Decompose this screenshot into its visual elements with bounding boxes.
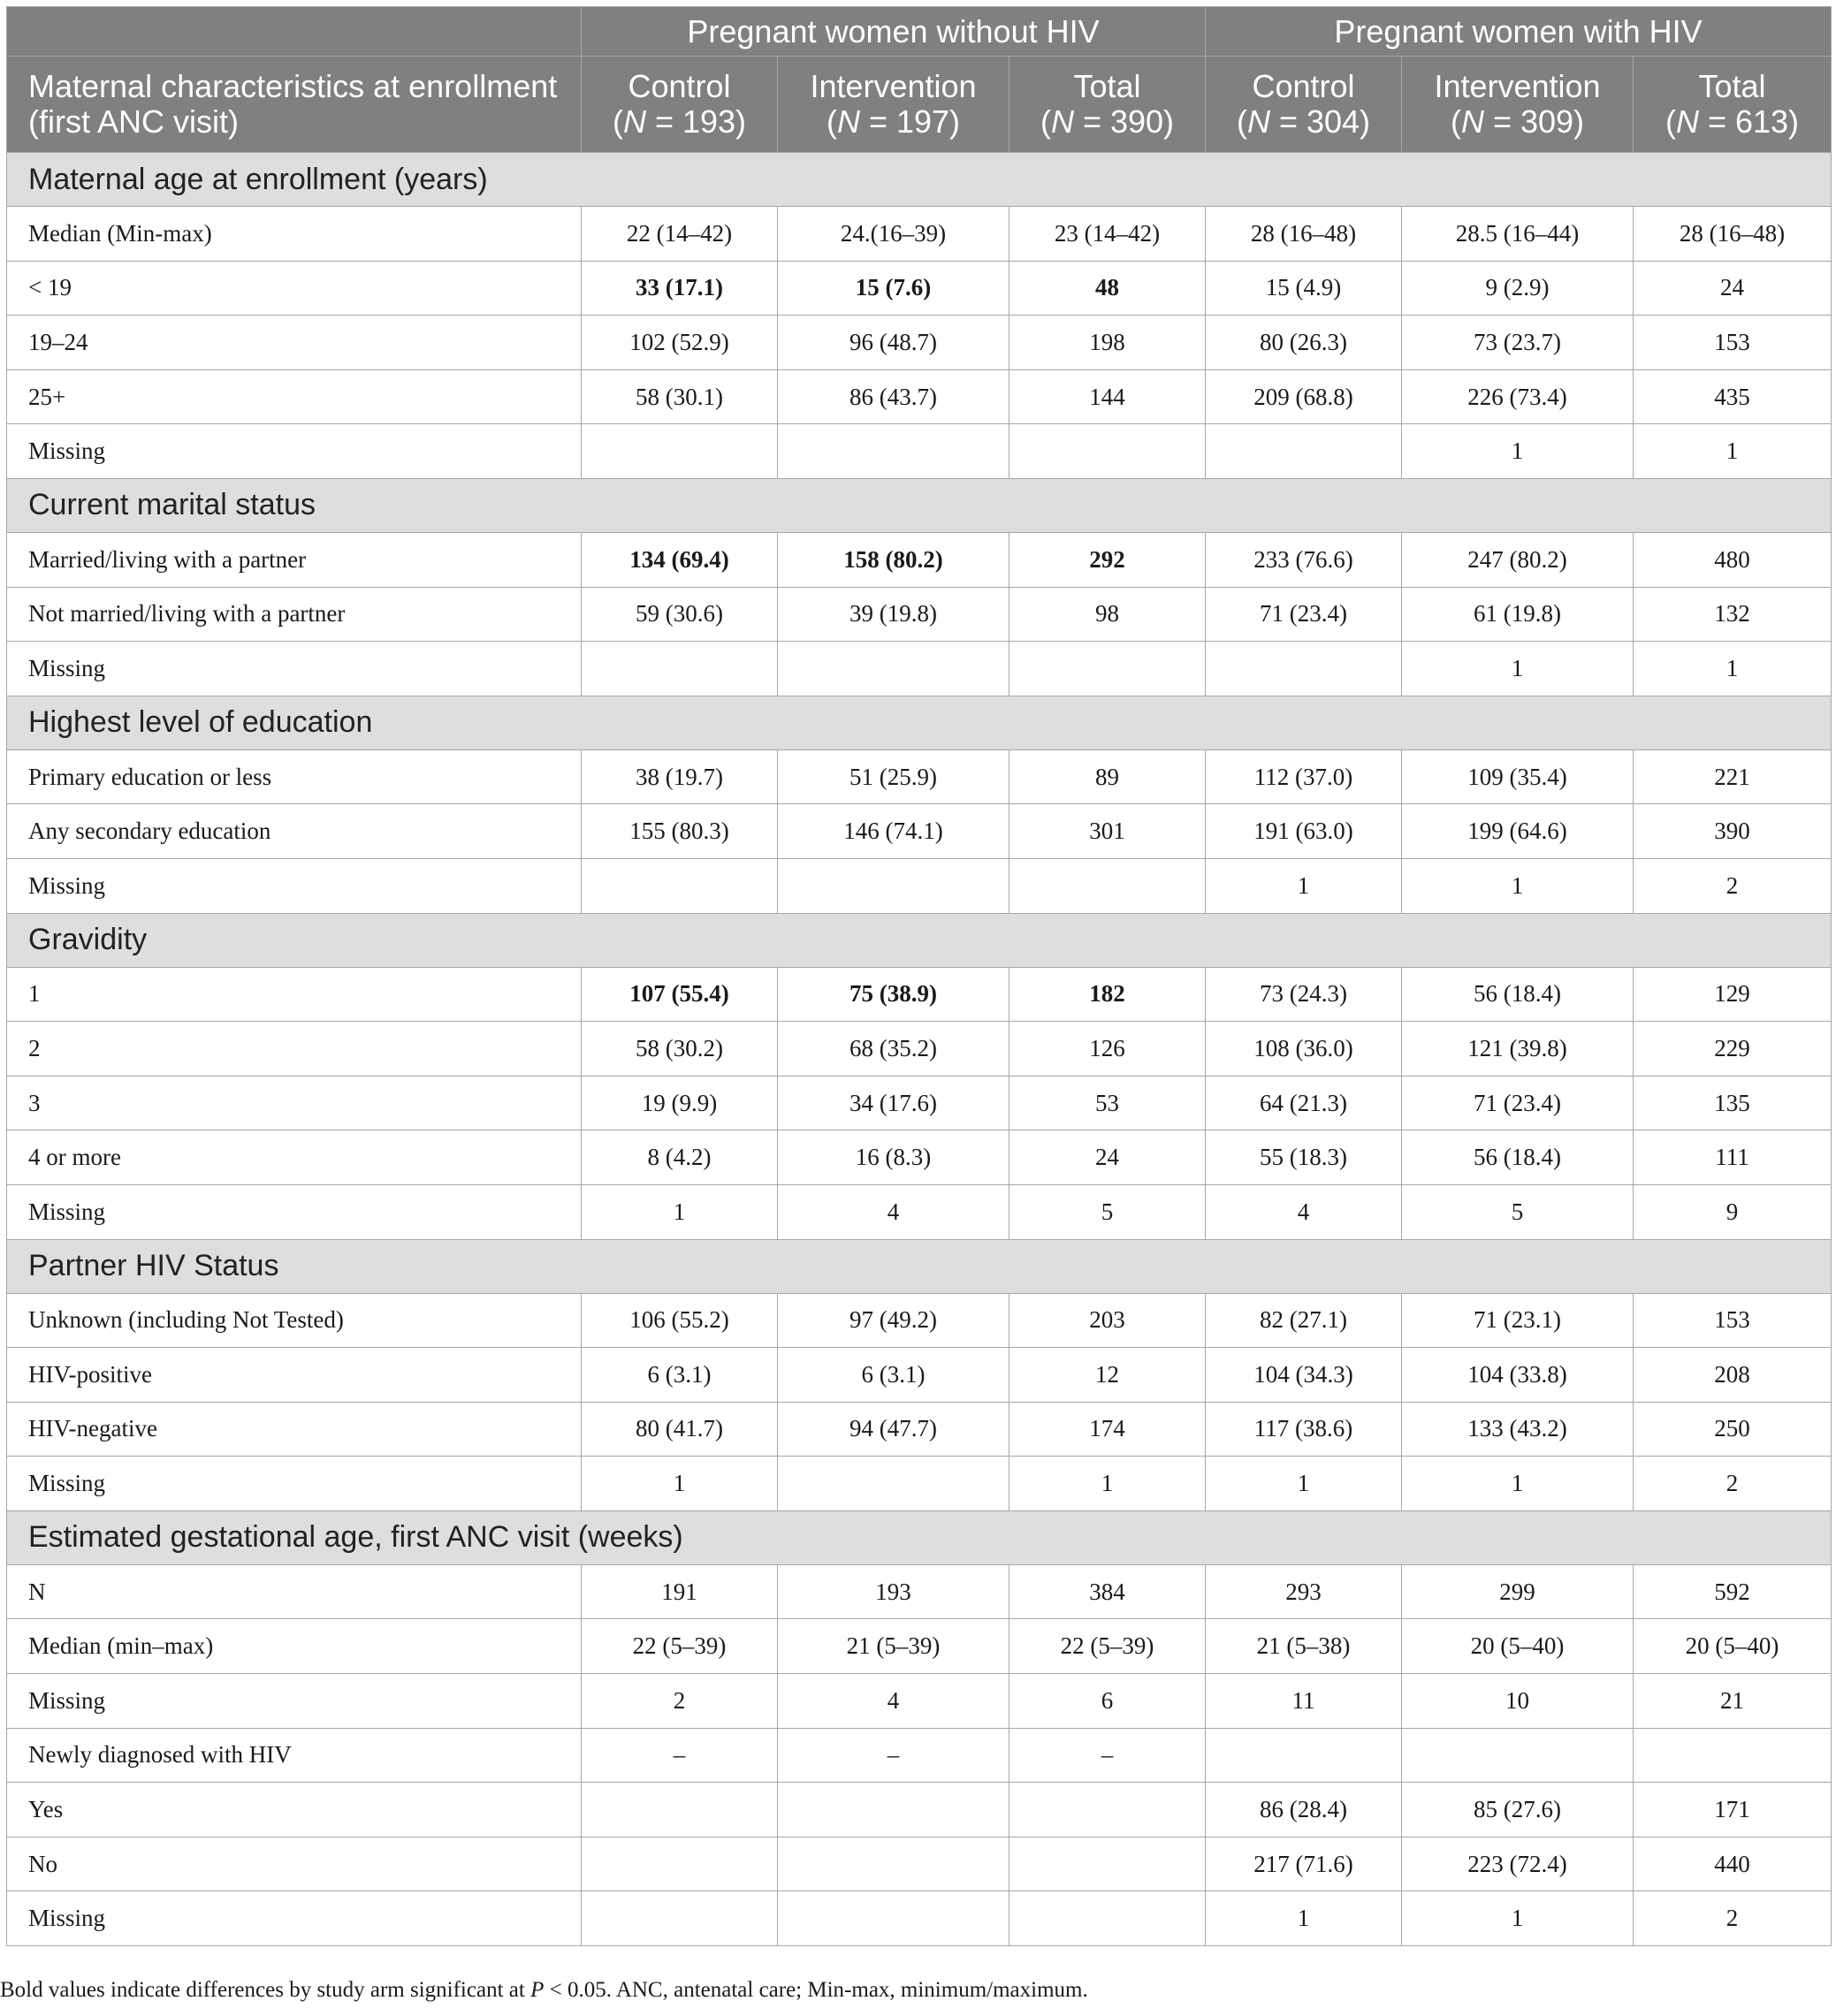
table-cell: 24	[1009, 1130, 1206, 1185]
table-cell: 97 (49.2)	[778, 1293, 1009, 1348]
table-cell: 9 (2.9)	[1402, 261, 1634, 316]
section-title: Current marital status	[7, 478, 1832, 532]
table-cell: 135	[1634, 1076, 1832, 1130]
table-cell: 71 (23.4)	[1402, 1076, 1634, 1130]
table-cell	[1009, 1891, 1206, 1946]
table-cell: 33 (17.1)	[582, 261, 778, 316]
table-cell: 59 (30.6)	[582, 587, 778, 642]
table-cell: 4	[1206, 1184, 1402, 1239]
table-cell: 217 (71.6)	[1206, 1837, 1402, 1891]
table-cell: 1	[1634, 642, 1832, 696]
table-cell: 55 (18.3)	[1206, 1130, 1402, 1185]
table-cell: 247 (80.2)	[1402, 532, 1634, 587]
section-title: Gravidity	[7, 913, 1832, 967]
section-title: Highest level of education	[7, 696, 1832, 749]
table-cell	[778, 1891, 1009, 1946]
table-cell: 233 (76.6)	[1206, 532, 1402, 587]
table-cell: 1	[1206, 1891, 1402, 1946]
table-cell: –	[778, 1728, 1009, 1783]
table-cell: 1	[582, 1184, 778, 1239]
table-cell: 28 (16–48)	[1206, 207, 1402, 262]
table-row	[7, 1402, 1832, 1457]
table-cell: 132	[1634, 587, 1832, 642]
table-cell: 153	[1634, 1293, 1832, 1348]
table-cell	[582, 858, 778, 913]
table-cell	[778, 1783, 1009, 1837]
table-cell: 8 (4.2)	[582, 1130, 778, 1185]
table-cell: 48	[1009, 261, 1206, 316]
table-row	[7, 316, 1832, 370]
row-label: 25+	[7, 369, 582, 424]
table-cell: 82 (27.1)	[1206, 1293, 1402, 1348]
row-label: Missing	[7, 1184, 582, 1239]
table-cell: 58 (30.2)	[582, 1022, 778, 1076]
table-cell: 15 (4.9)	[1206, 261, 1402, 316]
table-cell	[1009, 858, 1206, 913]
table-cell: 104 (34.3)	[1206, 1348, 1402, 1403]
row-label: Missing	[7, 1891, 582, 1946]
section-title: Estimated gestational age, first ANC visit (weeks)	[7, 1510, 1832, 1564]
row-label: 4 or more	[7, 1130, 582, 1185]
column-header-row	[7, 57, 1832, 153]
table-cell: 71 (23.4)	[1206, 587, 1402, 642]
table-cell: 203	[1009, 1293, 1206, 1348]
group-header-with-hiv: Pregnant women with HIV	[1206, 7, 1832, 57]
table-cell: 2	[1634, 1457, 1832, 1511]
column-header: Intervention (N = 309)	[1402, 57, 1634, 153]
table-cell	[582, 1783, 778, 1837]
table-row	[7, 1837, 1832, 1891]
table-row	[7, 1184, 1832, 1239]
table-cell: 109 (35.4)	[1402, 749, 1634, 804]
table-cell: 293	[1206, 1564, 1402, 1619]
table-cell: 21	[1634, 1674, 1832, 1729]
table-cell	[582, 642, 778, 696]
table-cell: 221	[1634, 749, 1832, 804]
table-cell: 75 (38.9)	[778, 967, 1009, 1022]
table-cell: 126	[1009, 1022, 1206, 1076]
table-cell: 106 (55.2)	[582, 1293, 778, 1348]
table-cell	[778, 642, 1009, 696]
row-label: HIV-positive	[7, 1348, 582, 1403]
section-header-row	[7, 696, 1832, 749]
row-label: N	[7, 1564, 582, 1619]
table-cell: 39 (19.8)	[778, 587, 1009, 642]
table-cell: 85 (27.6)	[1402, 1783, 1634, 1837]
table-cell: –	[1009, 1728, 1206, 1783]
table-cell: 22 (5–39)	[1009, 1619, 1206, 1674]
table-cell: 174	[1009, 1402, 1206, 1457]
row-label: Married/living with a partner	[7, 532, 582, 587]
table-cell: 209 (68.8)	[1206, 369, 1402, 424]
table-cell: 6 (3.1)	[778, 1348, 1009, 1403]
section-title: Maternal age at enrollment (years)	[7, 153, 1832, 207]
row-label: Primary education or less	[7, 749, 582, 804]
table-cell: 94 (47.7)	[778, 1402, 1009, 1457]
table-cell: 6 (3.1)	[582, 1348, 778, 1403]
section-header-row	[7, 1510, 1832, 1564]
table-cell: 2	[1634, 1891, 1832, 1946]
table-cell: 5	[1009, 1184, 1206, 1239]
table-cell	[1206, 642, 1402, 696]
table-cell	[778, 1837, 1009, 1891]
table-cell: 56 (18.4)	[1402, 967, 1634, 1022]
table-cell: 68 (35.2)	[778, 1022, 1009, 1076]
table-cell: 1	[1009, 1457, 1206, 1511]
characteristics-table	[6, 6, 1832, 1946]
table-cell: 171	[1634, 1783, 1832, 1837]
row-label: 3	[7, 1076, 582, 1130]
table-cell: 21 (5–39)	[778, 1619, 1009, 1674]
table-cell: 10	[1402, 1674, 1634, 1729]
table-cell: 104 (33.8)	[1402, 1348, 1634, 1403]
table-cell: 22 (14–42)	[582, 207, 778, 262]
table-cell: 134 (69.4)	[582, 532, 778, 587]
table-row	[7, 1022, 1832, 1076]
table-row	[7, 1130, 1832, 1185]
table-cell: 435	[1634, 369, 1832, 424]
table-cell: 1	[1206, 1457, 1402, 1511]
table-cell	[1009, 1783, 1206, 1837]
table-cell: 6	[1009, 1674, 1206, 1729]
table-cell: 144	[1009, 369, 1206, 424]
row-label: Missing	[7, 642, 582, 696]
table-cell: 80 (26.3)	[1206, 316, 1402, 370]
table-row	[7, 1564, 1832, 1619]
table-cell: 592	[1634, 1564, 1832, 1619]
row-label: Median (Min-max)	[7, 207, 582, 262]
table-cell: 1	[1402, 424, 1634, 479]
table-cell: 250	[1634, 1402, 1832, 1457]
table-cell: 390	[1634, 804, 1832, 859]
table-cell	[1206, 424, 1402, 479]
table-cell	[582, 1837, 778, 1891]
table-footnote	[0, 1978, 1088, 2003]
table-cell: 24	[1634, 261, 1832, 316]
table-cell: 61 (19.8)	[1402, 587, 1634, 642]
row-label: Median (min–max)	[7, 1619, 582, 1674]
table-cell: 199 (64.6)	[1402, 804, 1634, 859]
table-row	[7, 1674, 1832, 1729]
table-cell: 107 (55.4)	[582, 967, 778, 1022]
table-row	[7, 749, 1832, 804]
row-label: Unknown (including Not Tested)	[7, 1293, 582, 1348]
row-label: 19–24	[7, 316, 582, 370]
table-cell: 19 (9.9)	[582, 1076, 778, 1130]
table-cell: 198	[1009, 316, 1206, 370]
table-cell: 133 (43.2)	[1402, 1402, 1634, 1457]
row-label: Yes	[7, 1783, 582, 1837]
row-label: 1	[7, 967, 582, 1022]
group-header-row	[7, 7, 1832, 57]
table-cell	[582, 424, 778, 479]
table-cell: 86 (43.7)	[778, 369, 1009, 424]
table-cell: 71 (23.1)	[1402, 1293, 1634, 1348]
table-cell: 299	[1402, 1564, 1634, 1619]
table-row	[7, 1457, 1832, 1511]
column-header: Total (N = 390)	[1009, 57, 1206, 153]
table-row	[7, 587, 1832, 642]
row-label: Missing	[7, 1457, 582, 1511]
table-row	[7, 424, 1832, 479]
table-cell: 208	[1634, 1348, 1832, 1403]
table-cell: 56 (18.4)	[1402, 1130, 1634, 1185]
table-cell	[582, 1891, 778, 1946]
table-row	[7, 532, 1832, 587]
table-cell: 191	[582, 1564, 778, 1619]
table-row	[7, 1619, 1832, 1674]
column-header: Intervention (N = 197)	[778, 57, 1009, 153]
table-row	[7, 1293, 1832, 1348]
table-cell: 98	[1009, 587, 1206, 642]
table-cell	[1009, 642, 1206, 696]
table-cell	[1009, 424, 1206, 479]
table-cell: 64 (21.3)	[1206, 1076, 1402, 1130]
table-cell: 1	[582, 1457, 778, 1511]
table-cell: 1	[1402, 1891, 1634, 1946]
section-title: Partner HIV Status	[7, 1239, 1832, 1293]
table-cell	[1009, 1837, 1206, 1891]
table-cell: 73 (23.7)	[1402, 316, 1634, 370]
section-header-row	[7, 1239, 1832, 1293]
table-cell: 384	[1009, 1564, 1206, 1619]
table-row	[7, 261, 1832, 316]
column-header: Control (N = 304)	[1206, 57, 1402, 153]
footnote-prefix: Bold values indicate differences by study arm significant at	[0, 1978, 531, 2002]
table-container	[6, 6, 1831, 1946]
table-cell: 223 (72.4)	[1402, 1837, 1634, 1891]
table-cell: 1	[1634, 424, 1832, 479]
row-label: Any secondary education	[7, 804, 582, 859]
row-label: No	[7, 1837, 582, 1891]
table-cell: 16 (8.3)	[778, 1130, 1009, 1185]
table-cell: 301	[1009, 804, 1206, 859]
table-cell: 2	[582, 1674, 778, 1729]
table-cell: 191 (63.0)	[1206, 804, 1402, 859]
table-cell: 129	[1634, 967, 1832, 1022]
table-cell	[778, 1457, 1009, 1511]
table-cell: 28.5 (16–44)	[1402, 207, 1634, 262]
table-row	[7, 1783, 1832, 1837]
table-row	[7, 804, 1832, 859]
table-cell: 53	[1009, 1076, 1206, 1130]
header-blank-cell	[7, 7, 582, 57]
table-cell: 4	[778, 1184, 1009, 1239]
table-cell: 193	[778, 1564, 1009, 1619]
table-cell: 229	[1634, 1022, 1832, 1076]
footnote-p-symbol: P	[530, 1978, 545, 2002]
table-cell: 89	[1009, 749, 1206, 804]
table-row	[7, 1348, 1832, 1403]
table-row	[7, 967, 1832, 1022]
table-cell: 153	[1634, 316, 1832, 370]
table-cell: 158 (80.2)	[778, 532, 1009, 587]
table-cell: 182	[1009, 967, 1206, 1022]
table-cell: 102 (52.9)	[582, 316, 778, 370]
column-header: Total (N = 613)	[1634, 57, 1832, 153]
table-cell: 73 (24.3)	[1206, 967, 1402, 1022]
row-label: Not married/living with a partner	[7, 587, 582, 642]
table-cell: 28 (16–48)	[1634, 207, 1832, 262]
table-row	[7, 369, 1832, 424]
table-cell: 24.(16–39)	[778, 207, 1009, 262]
table-cell: 4	[778, 1674, 1009, 1729]
table-cell: 21 (5–38)	[1206, 1619, 1402, 1674]
table-cell: 80 (41.7)	[582, 1402, 778, 1457]
row-label: Newly diagnosed with HIV	[7, 1728, 582, 1783]
row-label: Missing	[7, 1674, 582, 1729]
table-cell: 86 (28.4)	[1206, 1783, 1402, 1837]
section-header-row	[7, 478, 1832, 532]
table-row	[7, 1891, 1832, 1946]
footnote-suffix: < 0.05. ANC, antenatal care; Min-max, minimum/maximum.	[544, 1978, 1088, 2002]
table-row	[7, 1076, 1832, 1130]
table-cell: 58 (30.1)	[582, 369, 778, 424]
table-row	[7, 858, 1832, 913]
table-cell: 292	[1009, 532, 1206, 587]
table-cell: 15 (7.6)	[778, 261, 1009, 316]
table-cell: 11	[1206, 1674, 1402, 1729]
table-cell: 226 (73.4)	[1402, 369, 1634, 424]
table-cell: 480	[1634, 532, 1832, 587]
table-cell: 112 (37.0)	[1206, 749, 1402, 804]
table-cell: 117 (38.6)	[1206, 1402, 1402, 1457]
table-row	[7, 1728, 1832, 1783]
table-cell: 20 (5–40)	[1402, 1619, 1634, 1674]
table-cell: 5	[1402, 1184, 1634, 1239]
table-cell: 12	[1009, 1348, 1206, 1403]
table-cell: 1	[1402, 1457, 1634, 1511]
section-header-row	[7, 913, 1832, 967]
table-cell: 146 (74.1)	[778, 804, 1009, 859]
table-cell: 9	[1634, 1184, 1832, 1239]
table-cell: –	[582, 1728, 778, 1783]
table-cell	[1402, 1728, 1634, 1783]
table-cell: 1	[1206, 858, 1402, 913]
row-label: Missing	[7, 424, 582, 479]
row-label-header: Maternal characteristics at enrollment (first ANC visit)	[7, 57, 582, 153]
table-cell: 22 (5–39)	[582, 1619, 778, 1674]
row-label: HIV-negative	[7, 1402, 582, 1457]
table-cell: 1	[1402, 642, 1634, 696]
table-row	[7, 642, 1832, 696]
table-cell: 440	[1634, 1837, 1832, 1891]
table-cell: 155 (80.3)	[582, 804, 778, 859]
table-cell: 111	[1634, 1130, 1832, 1185]
row-label: Missing	[7, 858, 582, 913]
table-cell	[778, 858, 1009, 913]
table-cell: 20 (5–40)	[1634, 1619, 1832, 1674]
column-header: Control (N = 193)	[582, 57, 778, 153]
table-cell: 38 (19.7)	[582, 749, 778, 804]
table-cell	[1206, 1728, 1402, 1783]
table-cell	[1634, 1728, 1832, 1783]
table-cell: 51 (25.9)	[778, 749, 1009, 804]
table-body	[7, 153, 1832, 1946]
group-header-without-hiv: Pregnant women without HIV	[582, 7, 1206, 57]
table-cell	[778, 424, 1009, 479]
row-label: 2	[7, 1022, 582, 1076]
table-cell: 34 (17.6)	[778, 1076, 1009, 1130]
table-row	[7, 207, 1832, 262]
table-cell: 23 (14–42)	[1009, 207, 1206, 262]
table-cell: 1	[1402, 858, 1634, 913]
table-cell: 96 (48.7)	[778, 316, 1009, 370]
table-cell: 121 (39.8)	[1402, 1022, 1634, 1076]
table-cell: 108 (36.0)	[1206, 1022, 1402, 1076]
section-header-row	[7, 153, 1832, 207]
table-cell: 2	[1634, 858, 1832, 913]
row-label: < 19	[7, 261, 582, 316]
